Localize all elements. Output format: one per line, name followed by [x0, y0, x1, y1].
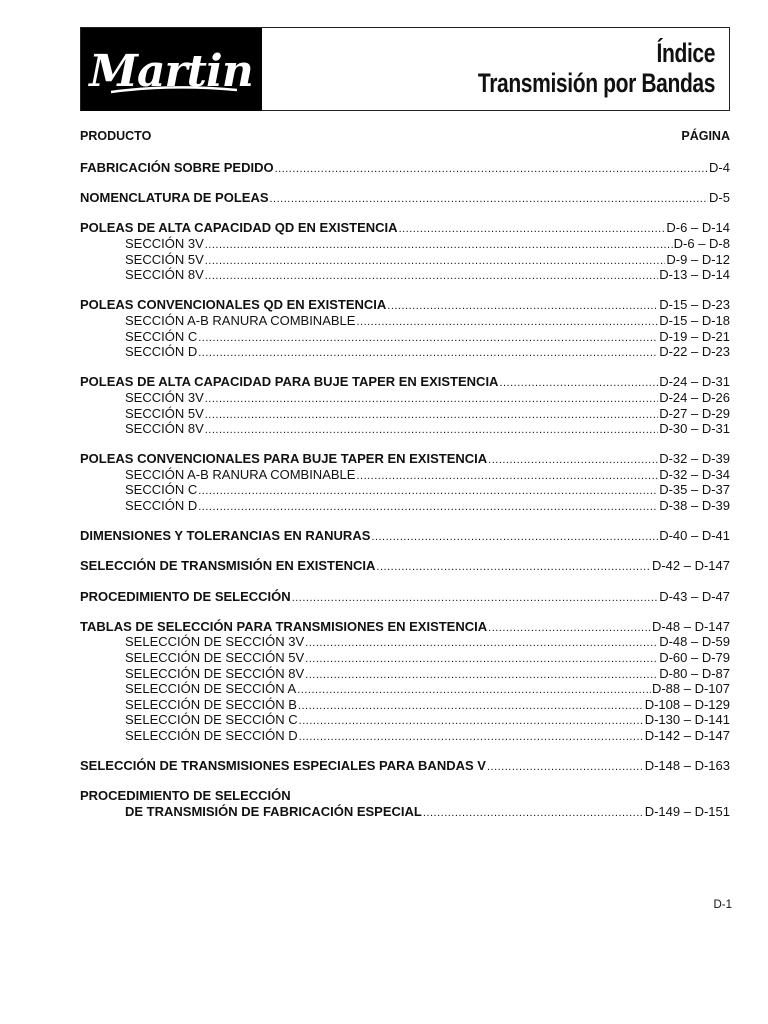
toc-label: SECCIÓN D [125, 344, 198, 360]
toc-label: SECCIÓN 8V [125, 421, 204, 437]
toc-page: D-130 – D-141 [644, 712, 730, 728]
toc-subentry [80, 666, 730, 682]
toc-page: D-30 – D-31 [659, 421, 730, 437]
toc-entry [80, 451, 730, 467]
toc-entry [80, 190, 730, 206]
toc-label: SELECCIÓN DE SECCIÓN C [125, 712, 298, 728]
toc-subentry [80, 252, 730, 268]
toc-page: D-27 – D-29 [659, 405, 730, 421]
toc-label: SELECCIÓN DE SECCIÓN 8V [125, 665, 305, 681]
dot-leader [376, 560, 651, 576]
dot-leader [305, 668, 658, 684]
toc-label: SELECCIÓN DE SECCIÓN D [125, 727, 298, 743]
column-header-product: PRODUCTO [80, 129, 152, 143]
dot-leader [299, 730, 644, 746]
toc-page: D-60 – D-79 [659, 650, 730, 665]
dot-leader [298, 699, 644, 715]
toc-subentry [80, 498, 730, 514]
dot-leader [356, 315, 658, 331]
dot-leader [356, 469, 658, 485]
toc-page: D-35 – D-37 [659, 482, 730, 498]
toc-page: D-22 – D-23 [659, 344, 730, 360]
toc-label: FABRICACIÓN SOBRE PEDIDO [80, 160, 274, 175]
toc-subentry [80, 313, 730, 329]
header [80, 27, 730, 111]
toc-entry [80, 558, 730, 574]
page-subtitle: Transmisión por Bandas [477, 68, 715, 98]
toc-page: D-13 – D-14 [659, 267, 730, 283]
toc-label: SELECCIÓN DE SECCIÓN 3V [125, 634, 305, 650]
toc-page: D-6 – D-14 [666, 220, 730, 236]
toc-entry [80, 758, 730, 774]
dot-leader [205, 238, 673, 254]
title-block [411, 38, 715, 98]
toc-label: SECCIÓN C [125, 482, 198, 498]
column-header-page: PÁGINA [681, 129, 730, 143]
toc-page: D-48 – D-147 [651, 618, 730, 634]
toc-entry [80, 788, 730, 804]
toc-page: D-48 – D-59 [659, 634, 730, 650]
martin-logo-icon [81, 28, 262, 111]
dot-leader [299, 714, 644, 730]
toc-label: SELECCIÓN DE SECCIÓN 5V [125, 650, 305, 665]
toc-entry [80, 589, 730, 605]
toc-label: PROCEDIMIENTO DE SELECCIÓN [80, 588, 291, 604]
toc-page: D-24 – D-31 [659, 374, 730, 390]
toc-page: D-42 – D-147 [651, 558, 730, 574]
toc-subentry [80, 681, 730, 697]
dot-leader [198, 346, 658, 362]
toc-page: D-4 [709, 160, 730, 175]
toc-label: NOMENCLATURA DE POLEAS [80, 190, 269, 206]
dot-leader [488, 453, 658, 469]
dot-leader [371, 530, 658, 546]
toc-subentry [80, 329, 730, 345]
dot-leader [205, 269, 658, 285]
toc-page: D-108 – D-129 [644, 696, 730, 712]
toc-page: D-15 – D-23 [659, 297, 730, 313]
dot-leader [205, 392, 658, 408]
toc-page: D-80 – D-87 [659, 665, 730, 681]
dot-leader [270, 192, 709, 208]
toc-label: SELECCIÓN DE TRANSMISIÓN EN EXISTENCIA [80, 558, 376, 574]
page-title: Índice [656, 38, 715, 68]
toc-label: POLEAS CONVENCIONALES PARA BUJE TAPER EN EXISTENCIA [80, 451, 488, 467]
dot-leader [305, 652, 658, 668]
toc-label: SECCIÓN 3V [125, 389, 204, 405]
toc-entry [80, 804, 730, 820]
toc-label: SELECCIÓN DE SECCIÓN A [125, 681, 297, 697]
toc-page: D-15 – D-18 [659, 312, 730, 328]
svg-text:Martin: Martin [89, 46, 253, 97]
toc-page: D-9 – D-12 [666, 251, 730, 267]
toc-page: D-43 – D-47 [659, 588, 730, 604]
toc-label: POLEAS CONVENCIONALES QD EN EXISTENCIA [80, 297, 387, 313]
toc-subentry [80, 406, 730, 422]
toc-entry [80, 528, 730, 544]
toc-subentry [80, 421, 730, 437]
toc-label: DIMENSIONES Y TOLERANCIAS EN RANURAS [80, 528, 371, 544]
toc-page: D-24 – D-26 [659, 389, 730, 405]
martin-logo [81, 28, 262, 111]
toc-subentry [80, 634, 730, 650]
toc-page: D-32 – D-34 [659, 466, 730, 482]
toc-subentry [80, 467, 730, 483]
toc-entry [80, 619, 730, 635]
toc-subentry [80, 236, 730, 252]
dot-leader [488, 621, 651, 637]
toc-page: D-19 – D-21 [659, 328, 730, 344]
toc-label: SECCIÓN 8V [125, 267, 204, 283]
toc-label: SELECCIÓN DE SECCIÓN B [125, 696, 297, 712]
toc-subentry [80, 712, 730, 728]
toc-label: POLEAS DE ALTA CAPACIDAD QD EN EXISTENCIA [80, 220, 398, 236]
toc-label: SECCIÓN 5V [125, 251, 204, 267]
toc-subentry [80, 697, 730, 713]
dot-leader [423, 806, 644, 822]
toc-page: D-148 – D-163 [644, 758, 730, 774]
dot-leader [399, 222, 666, 238]
dot-leader [292, 591, 659, 607]
toc-entry [80, 374, 730, 390]
table-of-contents [80, 160, 730, 820]
page-number: D-1 [713, 899, 732, 911]
dot-leader [387, 299, 658, 315]
toc-label: SECCIÓN A-B RANURA COMBINABLE [125, 312, 356, 328]
toc-page: D-6 – D-8 [673, 235, 730, 251]
toc-label: SECCIÓN D [125, 498, 198, 514]
dot-leader [487, 760, 644, 776]
dot-leader [297, 683, 651, 699]
toc-page: D-5 [709, 190, 730, 206]
toc-label: SECCIÓN 5V [125, 405, 204, 421]
dot-leader [205, 254, 666, 270]
column-headers [80, 129, 730, 145]
toc-page: D-38 – D-39 [659, 498, 730, 514]
toc-label: POLEAS DE ALTA CAPACIDAD PARA BUJE TAPER EN EXISTENCIA [80, 374, 499, 390]
toc-label: PROCEDIMIENTO DE SELECCIÓN [80, 788, 291, 804]
dot-leader [205, 423, 658, 439]
toc-subentry [80, 344, 730, 360]
dot-leader [499, 376, 658, 392]
dot-leader [198, 484, 658, 500]
dot-leader [198, 331, 658, 347]
toc-label: SELECCIÓN DE TRANSMISIONES ESPECIALES PARA BANDAS V [80, 758, 486, 774]
toc-subentry [80, 728, 730, 744]
toc-subentry [80, 390, 730, 406]
toc-entry [80, 297, 730, 313]
toc-page: D-32 – D-39 [659, 451, 730, 467]
toc-entry [80, 220, 730, 236]
toc-label: TABLAS DE SELECCIÓN PARA TRANSMISIONES EN EXISTENCIA [80, 618, 488, 634]
dot-leader [305, 636, 658, 652]
dot-leader [198, 500, 658, 516]
toc-label: DE TRANSMISIÓN DE FABRICACIÓN ESPECIAL [125, 803, 422, 819]
toc-page: D-142 – D-147 [644, 727, 730, 743]
toc-subentry [80, 650, 730, 666]
dot-leader [205, 408, 658, 424]
toc-subentry [80, 482, 730, 498]
toc-page: D-88 – D-107 [651, 681, 730, 697]
toc-label: SECCIÓN C [125, 328, 198, 344]
toc-page: D-40 – D-41 [659, 528, 730, 544]
toc-entry [80, 160, 730, 176]
toc-subentry [80, 267, 730, 283]
toc-label: SECCIÓN 3V [125, 235, 204, 251]
toc-page: D-149 – D-151 [644, 803, 730, 819]
dot-leader [275, 162, 708, 178]
toc-label: SECCIÓN A-B RANURA COMBINABLE [125, 466, 356, 482]
